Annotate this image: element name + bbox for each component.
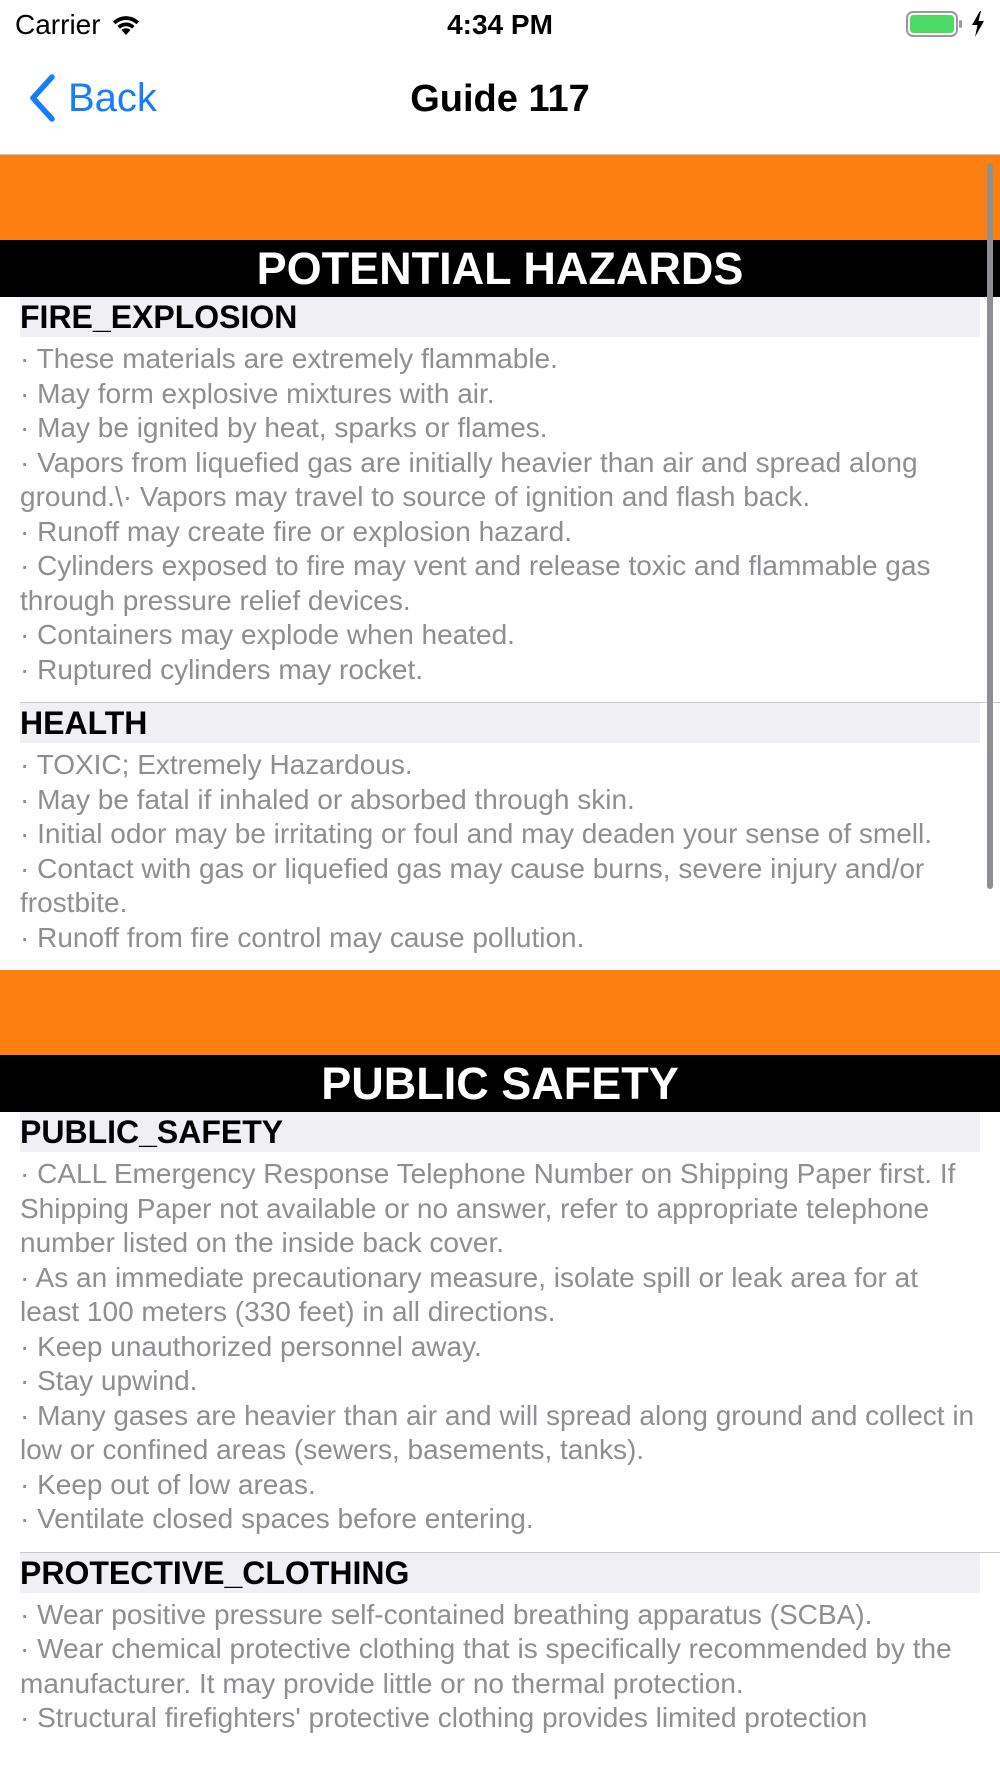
list-item: · Stay upwind. bbox=[20, 1365, 198, 1396]
list-item: · Initial odor may be irritating or foul and may deaden your sense of smell. bbox=[20, 818, 933, 849]
list-item: · Wear chemical protective clothing that is specifically recommended by the manufacturer. It may provide little or no thermal protection. bbox=[20, 1633, 952, 1699]
section-potential-hazards bbox=[0, 155, 1000, 970]
list-item: · These materials are extremely flammable. bbox=[20, 343, 558, 374]
list-item: · Ventilate closed spaces before entering. bbox=[20, 1503, 534, 1534]
group-heading: PUBLIC_SAFETY bbox=[20, 1112, 980, 1152]
back-button[interactable] bbox=[28, 74, 157, 122]
list-item: · As an immediate precautionary measure, isolate spill or leak area for at least 100 meters (330 feet) in all directions. bbox=[20, 1261, 918, 1327]
list-item: · Many gases are heavier than air and will spread along ground and collect in low or confined areas (sewers, basements, tanks). bbox=[20, 1399, 975, 1465]
list-item: · Runoff may create fire or explosion hazard. bbox=[20, 515, 572, 547]
orange-band bbox=[0, 155, 1000, 240]
group-body bbox=[20, 1152, 980, 1552]
list-item: · Vapors from liquefied gas are initially heavier than air and spread along ground.\· Vapors may travel to source of ignition and flash back. bbox=[20, 446, 918, 512]
orange-band bbox=[0, 970, 1000, 1055]
group-body bbox=[20, 743, 980, 970]
list-item: · Contact with gas or liquefied gas may cause burns, severe injury and/or frostbite. bbox=[20, 852, 925, 918]
group-public-safety bbox=[0, 1112, 1000, 1553]
list-item: · Runoff from fire control may cause pollution. bbox=[20, 921, 585, 953]
list-item: · Ruptured cylinders may rocket. bbox=[20, 653, 424, 685]
scroll-indicator[interactable] bbox=[987, 163, 993, 889]
section-title: POTENTIAL HAZARDS bbox=[0, 240, 1000, 297]
section-public-safety bbox=[0, 970, 1000, 1751]
group-protective-clothing bbox=[0, 1553, 1000, 1751]
list-item: · May form explosive mixtures with air. bbox=[20, 377, 495, 409]
carrier-label: Carrier bbox=[15, 9, 101, 40]
section-title: PUBLIC SAFETY bbox=[0, 1055, 1000, 1112]
status-bar bbox=[0, 0, 1000, 50]
page-title: Guide 117 bbox=[410, 78, 590, 120]
list-item: · Containers may explode when heated. bbox=[20, 619, 515, 650]
navigation-bar bbox=[0, 50, 1000, 155]
guide-content[interactable] bbox=[0, 155, 1000, 1778]
list-item: · Structural firefighters' protective clothing provides limited protection bbox=[20, 1702, 868, 1733]
group-body bbox=[20, 337, 980, 702]
group-health bbox=[0, 703, 1000, 970]
list-item: · Wear positive pressure self-contained breathing apparatus (SCBA). bbox=[20, 1598, 873, 1630]
group-body bbox=[20, 1593, 980, 1751]
group-heading: PROTECTIVE_CLOTHING bbox=[20, 1553, 980, 1593]
list-item: · Keep unauthorized personnel away. bbox=[20, 1330, 482, 1362]
battery-charging-icon bbox=[906, 10, 986, 38]
chevron-left-icon bbox=[28, 74, 56, 122]
list-item: · CALL Emergency Response Telephone Number on Shipping Paper first. If Shipping Paper not available or no answer, refer to appropriate telephone number listed on the inside back cover. bbox=[20, 1158, 956, 1258]
back-button-label: Back bbox=[68, 75, 157, 120]
status-time: 4:34 PM bbox=[447, 9, 553, 40]
list-item: · Cylinders exposed to fire may vent and release toxic and flammable gas through pressure relief devices. bbox=[20, 550, 931, 616]
list-item: · May be ignited by heat, sparks or flames. bbox=[20, 412, 548, 443]
group-heading: HEALTH bbox=[20, 703, 980, 743]
group-fire-explosion bbox=[0, 297, 1000, 703]
list-item: · TOXIC; Extremely Hazardous. bbox=[20, 749, 413, 780]
group-heading: FIRE_EXPLOSION bbox=[20, 297, 980, 337]
list-item: · May be fatal if inhaled or absorbed through skin. bbox=[20, 783, 635, 815]
list-item: · Keep out of low areas. bbox=[20, 1468, 316, 1500]
